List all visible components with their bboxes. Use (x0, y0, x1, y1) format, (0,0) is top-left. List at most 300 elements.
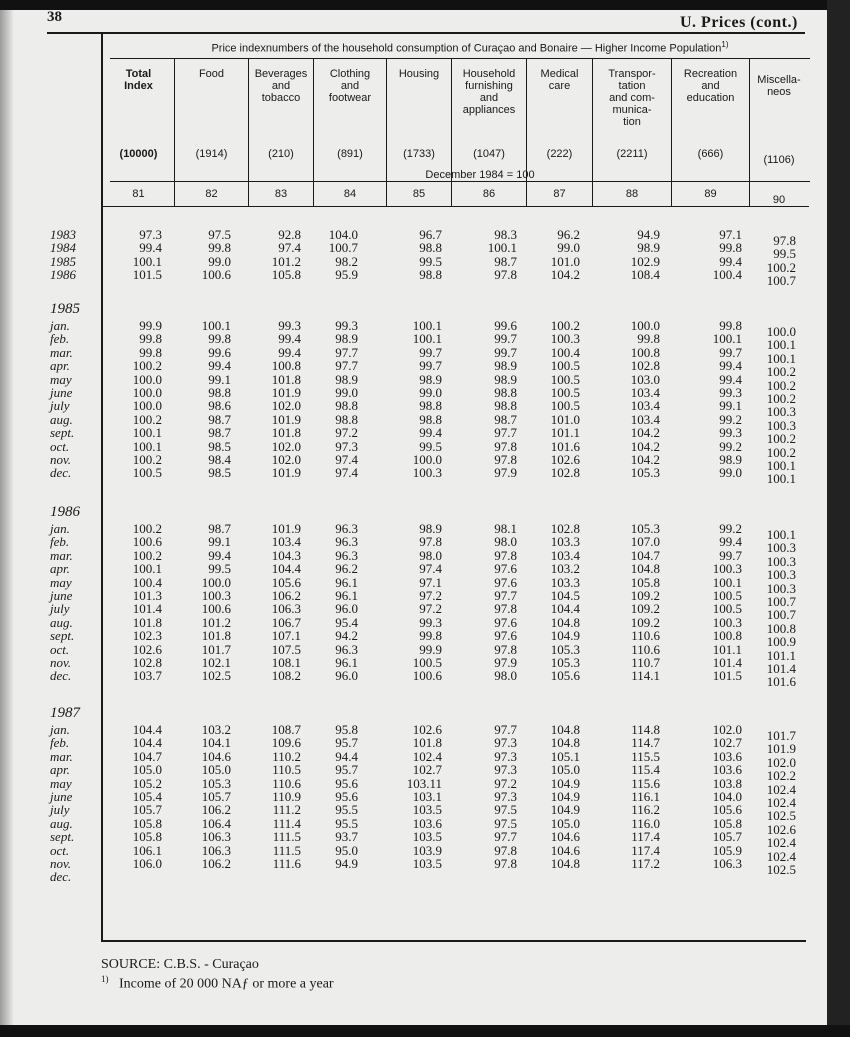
column-header: Recreation and education (683, 68, 738, 104)
table-cell: 100.1 (412, 331, 442, 347)
table-cell: 97.7 (494, 829, 517, 845)
table-cell: 105.0 (550, 815, 580, 831)
column-weight: (210) (268, 148, 294, 160)
table-cell: 100.3 (766, 580, 796, 596)
table-cell: 97.8 (773, 233, 796, 248)
table-cell: 99.2 (719, 411, 742, 427)
column-number: 85 (412, 188, 426, 200)
table-cell: 97.9 (494, 465, 517, 481)
row-label: nov. (50, 655, 72, 670)
table-cell: 100.2 (132, 452, 162, 467)
table-cell: 104.8 (550, 856, 580, 871)
table-cell: 109.6 (271, 735, 301, 751)
table-cell: 99.8 (208, 240, 231, 256)
row-label: dec. (50, 465, 72, 481)
table-cell: 98.8 (419, 240, 442, 256)
table-cell: 97.3 (335, 438, 358, 454)
table-cell: 106.4 (201, 815, 231, 831)
col-separator (386, 58, 387, 206)
table-cell: 100.3 (766, 567, 796, 583)
table-cell: 96.1 (335, 574, 358, 590)
table-cell: 101.9 (271, 465, 301, 481)
row-label: mar. (50, 344, 73, 360)
table-cell: 95.0 (335, 842, 358, 858)
row-label: apr. (50, 561, 70, 577)
table-cell: 105.6 (271, 574, 301, 590)
row-label: 1985 (50, 253, 76, 269)
table-cell: 103.4 (630, 411, 660, 427)
table-cell: 97.4 (335, 465, 358, 481)
table-cell: 99.5 (419, 438, 442, 454)
table-cell: 99.1 (208, 371, 231, 387)
table-cell: 100.5 (550, 358, 580, 374)
row-label: dec. (50, 869, 72, 885)
table-cell: 95.6 (335, 775, 358, 791)
table-cell: 106.0 (132, 856, 162, 871)
table-cell: 100.1 (766, 527, 796, 542)
table-cell: 97.8 (494, 438, 517, 454)
table-cell: 100.1 (766, 471, 796, 487)
table-cell: 103.4 (550, 547, 580, 563)
table-cell: 115.4 (631, 762, 660, 778)
table-cell: 97.6 (494, 561, 517, 577)
table-cell: 111.2 (272, 802, 301, 818)
table-cell: 97.3 (494, 735, 517, 751)
table-cell: 101.8 (271, 371, 301, 387)
table-cell: 101.9 (271, 385, 301, 400)
table-cell: 100.0 (132, 385, 162, 400)
table-cell: 105.4 (132, 789, 162, 804)
table-cell: 100.2 (132, 521, 162, 536)
table-cell: 97.7 (335, 344, 358, 360)
table-cell: 98.6 (208, 398, 231, 414)
table-cell: 100.1 (132, 561, 162, 577)
table-cell: 104.1 (201, 735, 231, 751)
table-cell: 98.9 (335, 371, 358, 387)
table-cell: 100.8 (766, 620, 796, 636)
table-cell: 100.3 (412, 465, 442, 481)
scan-border-bottom (0, 1025, 850, 1037)
table-cell: 98.8 (419, 398, 442, 414)
table-cell: 103.6 (712, 762, 742, 778)
table-cell: 98.7 (208, 425, 231, 441)
table-cell: 99.2 (719, 438, 742, 454)
table-cell: 98.9 (637, 240, 660, 256)
table-cell: 100.3 (766, 417, 796, 433)
table-cell: 103.1 (412, 789, 442, 804)
column-header: Beverages and tobacco (254, 68, 308, 104)
table-cell: 102.2 (766, 768, 796, 784)
table-cell: 99.1 (719, 398, 742, 414)
table-cell: 100.2 (550, 318, 580, 333)
table-cell: 115.5 (631, 748, 660, 764)
table-cell: 97.5 (208, 227, 231, 242)
table-cell: 100.8 (271, 358, 301, 374)
table-cell: 100.6 (201, 267, 231, 283)
table-cell: 99.7 (719, 344, 742, 360)
table-cell: 99.9 (139, 318, 162, 333)
table-cell: 101.6 (766, 674, 796, 690)
table-cell: 103.9 (412, 842, 442, 858)
table-cell: 100.1 (132, 253, 162, 269)
table-cell: 99.4 (278, 344, 301, 360)
table-cell: 101.5 (712, 668, 742, 684)
table-cell: 99.5 (208, 561, 231, 577)
table-cell: 96.0 (335, 601, 358, 617)
table-cell: 99.4 (139, 240, 162, 256)
table-cell: 104.8 (630, 561, 660, 577)
table-cell: 104.3 (271, 547, 301, 563)
table-cell: 100.4 (712, 267, 742, 283)
row-label: jan. (50, 318, 70, 333)
table-cell: 106.1 (132, 842, 162, 858)
table-cell: 98.8 (494, 385, 517, 400)
table-cell: 98.7 (208, 411, 231, 427)
year-heading: 1986 (50, 504, 80, 520)
table-cell: 106.3 (271, 601, 301, 617)
table-cell: 97.4 (419, 561, 442, 577)
top-rule (47, 32, 805, 34)
table-cell: 100.3 (712, 561, 742, 577)
table-cell: 108.1 (271, 655, 301, 670)
table-cell: 97.9 (494, 655, 517, 670)
table-cell: 97.8 (494, 842, 517, 858)
table-cell: 100.3 (766, 553, 796, 569)
column-weight: (666) (697, 148, 724, 160)
table-cell: 106.2 (201, 802, 231, 818)
table-cell: 97.8 (494, 856, 517, 871)
table-cell: 99.4 (278, 331, 301, 347)
table-cell: 100.3 (712, 614, 742, 630)
table-cell: 104.7 (630, 547, 660, 563)
table-cell: 105.1 (550, 748, 580, 764)
table-cell: 106.3 (201, 842, 231, 858)
column-header: Housing (398, 68, 440, 80)
table-cell: 111.5 (272, 842, 301, 858)
table-cell: 98.9 (494, 371, 517, 387)
row-label: sept. (50, 425, 75, 441)
table-cell: 102.6 (132, 641, 162, 657)
table-cell: 102.4 (412, 748, 442, 764)
table-cell: 105.8 (132, 815, 162, 831)
table-cell: 99.7 (419, 344, 442, 360)
table-cell: 100.4 (550, 344, 580, 360)
table-cell: 104.2 (550, 267, 580, 283)
table-cell: 100.7 (328, 240, 358, 256)
table-cell: 100.2 (766, 259, 796, 275)
table-cell: 109.2 (630, 614, 660, 630)
row-label: aug. (50, 815, 73, 831)
row-label: oct. (50, 842, 70, 858)
table-cell: 100.4 (132, 574, 162, 590)
table-cell: 100.5 (712, 601, 742, 617)
column-weight: (1106) (763, 154, 795, 166)
column-header: Food (198, 68, 225, 80)
table-cell: 97.6 (494, 614, 517, 630)
running-head: U. Prices (cont.) (680, 14, 798, 31)
table-cell: 103.6 (712, 748, 742, 764)
table-cell: 100.1 (201, 318, 231, 333)
table-cell: 100.5 (132, 465, 162, 481)
table-cell: 99.2 (719, 521, 742, 536)
table-cell: 105.2 (132, 775, 162, 791)
table-cell: 111.6 (272, 856, 301, 871)
row-label: aug. (50, 614, 73, 630)
table-cell: 97.8 (494, 601, 517, 617)
table-cell: 97.7 (494, 425, 517, 441)
table-cell: 98.8 (494, 398, 517, 414)
table-cell: 94.9 (637, 227, 660, 242)
table-cell: 97.7 (335, 358, 358, 374)
column-number: 81 (132, 188, 145, 200)
table-cell: 104.9 (550, 775, 580, 791)
table-cell: 96.3 (335, 534, 358, 550)
table-cell: 100.1 (766, 458, 796, 473)
table-cell: 97.4 (278, 240, 301, 256)
table-cell: 106.2 (271, 588, 301, 603)
table-cell: 98.8 (419, 411, 442, 427)
table-cell: 108.2 (271, 668, 301, 684)
column-weight: (1914) (195, 148, 228, 160)
table-cell: 96.3 (335, 641, 358, 657)
table-cell: 95.5 (335, 815, 358, 831)
table-cell: 101.9 (271, 521, 301, 536)
row-label: jan. (50, 521, 70, 536)
table-cell: 99.9 (419, 641, 442, 657)
table-cell: 105.3 (550, 641, 580, 657)
row-label: feb. (50, 534, 70, 550)
table-cell: 105.3 (630, 465, 660, 481)
table-cell: 100.6 (412, 668, 442, 684)
table-cell: 97.2 (419, 588, 442, 603)
table-cell: 102.4 (766, 795, 796, 810)
row-label: june (50, 588, 73, 603)
table-cell: 100.0 (201, 574, 231, 590)
table-cell: 103.0 (630, 371, 660, 387)
table-cell: 107.5 (271, 641, 301, 657)
row-label: jan. (50, 722, 70, 737)
table-cell: 106.2 (201, 856, 231, 871)
table-cell: 98.9 (719, 452, 742, 467)
table-cell: 100.1 (766, 350, 796, 366)
table-cell: 105.3 (201, 775, 231, 791)
table-cell: 97.7 (494, 722, 517, 737)
table-cell: 102.0 (271, 398, 301, 414)
column-header: Clothing and footwear (328, 68, 372, 104)
table-cell: 103.4 (630, 398, 660, 414)
column-weight: (1047) (473, 148, 505, 160)
table-cell: 102.4 (766, 781, 796, 797)
table-cell: 99.3 (419, 614, 442, 630)
table-cell: 100.9 (766, 634, 796, 650)
table-cell: 97.5 (494, 802, 517, 818)
table-cell: 102.3 (132, 628, 162, 644)
table-cell: 104.2 (630, 425, 660, 441)
column-header: Household furnishing and appliances (462, 68, 516, 116)
table-cell: 100.3 (550, 331, 580, 347)
table-cell: 100.7 (766, 607, 796, 623)
table-cell: 108.7 (271, 722, 301, 737)
column-header: Total Index (124, 68, 153, 92)
table-cell: 96.0 (335, 668, 358, 684)
table-cell: 99.0 (335, 385, 358, 400)
table-cell: 98.8 (419, 267, 442, 283)
table-cell: 102.6 (550, 452, 580, 467)
table-cell: 110.2 (272, 748, 301, 764)
table-cell: 99.3 (719, 425, 742, 441)
table-cell: 102.4 (766, 835, 796, 851)
table-cell: 109.2 (630, 588, 660, 603)
table-cell: 99.8 (719, 318, 742, 333)
table-cell: 101.6 (550, 438, 580, 454)
column-number: 84 (343, 188, 357, 200)
table-cell: 104.0 (712, 789, 742, 804)
table-cell: 100.3 (766, 540, 796, 556)
table-cell: 104.4 (132, 722, 162, 737)
table-cell: 99.3 (335, 318, 358, 333)
table-cell: 95.6 (335, 789, 358, 804)
table-cell: 101.7 (766, 728, 796, 743)
table-cell: 97.4 (335, 452, 358, 467)
table-cell: 114.7 (631, 735, 660, 751)
table-cell: 98.5 (208, 438, 231, 454)
table-cell: 104.2 (630, 452, 660, 467)
year-heading: 1987 (50, 705, 80, 721)
row-label: dec. (50, 668, 72, 684)
table-cell: 100.1 (766, 337, 796, 353)
table-cell: 102.5 (201, 668, 231, 684)
table-cell: 105.7 (132, 802, 162, 818)
column-header: Medical care (540, 68, 579, 92)
table-cell: 98.0 (494, 534, 517, 550)
table-cell: 105.8 (132, 829, 162, 845)
header-rule (110, 181, 810, 182)
column-weight: (891) (337, 148, 363, 160)
table-cell: 102.8 (132, 655, 162, 670)
table-cell: 99.5 (419, 253, 442, 269)
table-cell: 102.4 (766, 848, 796, 864)
table-cell: 99.8 (637, 331, 660, 347)
table-cell: 102.0 (712, 722, 742, 737)
table-cell: 102.8 (550, 521, 580, 536)
table-cell: 96.1 (335, 655, 358, 670)
row-label: nov. (50, 856, 72, 871)
table-cell: 104.5 (550, 588, 580, 603)
row-label: july (50, 802, 70, 818)
table-cell: 101.1 (766, 647, 796, 663)
column-number: 86 (482, 188, 496, 200)
table-cell: 92.8 (278, 227, 301, 242)
column-number: 90 (772, 194, 786, 206)
table-cell: 98.9 (419, 521, 442, 536)
column-number-rule (101, 206, 809, 207)
table-cell: 100.3 (201, 588, 231, 603)
table-cell: 104.9 (550, 802, 580, 818)
table-cell: 97.7 (494, 588, 517, 603)
table-cell: 99.0 (419, 385, 442, 400)
table-cell: 114.8 (631, 722, 660, 737)
table-cell: 100.1 (132, 425, 162, 441)
table-cell: 105.6 (550, 668, 580, 684)
table-cell: 105.7 (712, 829, 742, 845)
table-cell: 97.3 (139, 227, 162, 242)
table-cell: 101.8 (132, 614, 162, 630)
table-cell: 104.4 (550, 601, 580, 617)
row-label: apr. (50, 358, 70, 374)
table-cell: 100.5 (550, 385, 580, 400)
table-cell: 99.3 (719, 385, 742, 400)
table-cell: 96.3 (335, 521, 358, 536)
table-cell: 105.3 (550, 655, 580, 670)
table-cell: 107.0 (630, 534, 660, 550)
table-cell: 117.2 (631, 856, 660, 871)
table-cell: 101.1 (550, 425, 580, 441)
table-cell: 116.2 (631, 802, 660, 818)
table-cell: 100.1 (132, 438, 162, 454)
title-underline (110, 58, 810, 59)
table-cell: 98.9 (494, 358, 517, 374)
table-cell: 99.0 (719, 465, 742, 481)
table-cell: 99.8 (139, 344, 162, 360)
table-cell: 100.8 (712, 628, 742, 644)
table-cell: 100.1 (412, 318, 442, 333)
table-cell: 110.6 (631, 641, 660, 657)
row-label: june (50, 789, 73, 804)
table-cell: 95.7 (335, 762, 358, 778)
table-cell: 111.5 (272, 829, 301, 845)
table-cell: 105.8 (271, 267, 301, 283)
table-cell: 94.4 (335, 748, 358, 764)
row-label: june (50, 385, 73, 400)
table-cell: 103.2 (550, 561, 580, 577)
table-cell: 101.4 (712, 655, 742, 670)
table-cell: 102.0 (271, 452, 301, 467)
table-cell: 100.5 (550, 371, 580, 387)
table-cell: 100.1 (712, 331, 742, 347)
table-cell: 100.6 (201, 601, 231, 617)
table-cell: 100.0 (412, 452, 442, 467)
table-cell: 110.5 (272, 762, 301, 778)
table-cell: 103.2 (201, 722, 231, 737)
table-cell: 105.9 (712, 842, 742, 858)
table-cell: 102.6 (412, 722, 442, 737)
year-heading: 1985 (50, 301, 80, 317)
table-cell: 95.9 (335, 267, 358, 283)
table-cell: 99.5 (773, 246, 796, 262)
source-note: SOURCE: C.B.S. - Curaçao (101, 957, 259, 972)
row-label: sept. (50, 628, 75, 644)
table-cell: 97.5 (494, 815, 517, 831)
table-cell: 94.2 (335, 628, 358, 644)
table-cell: 103.8 (712, 775, 742, 791)
table-cell: 101.8 (412, 735, 442, 751)
table-cell: 101.8 (271, 425, 301, 441)
table-cell: 110.6 (272, 775, 301, 791)
table-cell: 104.9 (550, 628, 580, 644)
table-cell: 99.7 (719, 547, 742, 563)
table-cell: 97.8 (494, 641, 517, 657)
table-cell: 101.5 (132, 267, 162, 283)
table-cell: 98.4 (208, 452, 231, 467)
table-cell: 98.0 (419, 547, 442, 563)
table-cell: 96.2 (335, 561, 358, 577)
row-label: mar. (50, 748, 73, 764)
table-cell: 99.0 (208, 253, 231, 269)
table-cell: 100.2 (766, 377, 796, 393)
row-label: july (50, 601, 70, 617)
table-cell: 101.9 (271, 411, 301, 427)
table-cell: 104.4 (271, 561, 301, 577)
